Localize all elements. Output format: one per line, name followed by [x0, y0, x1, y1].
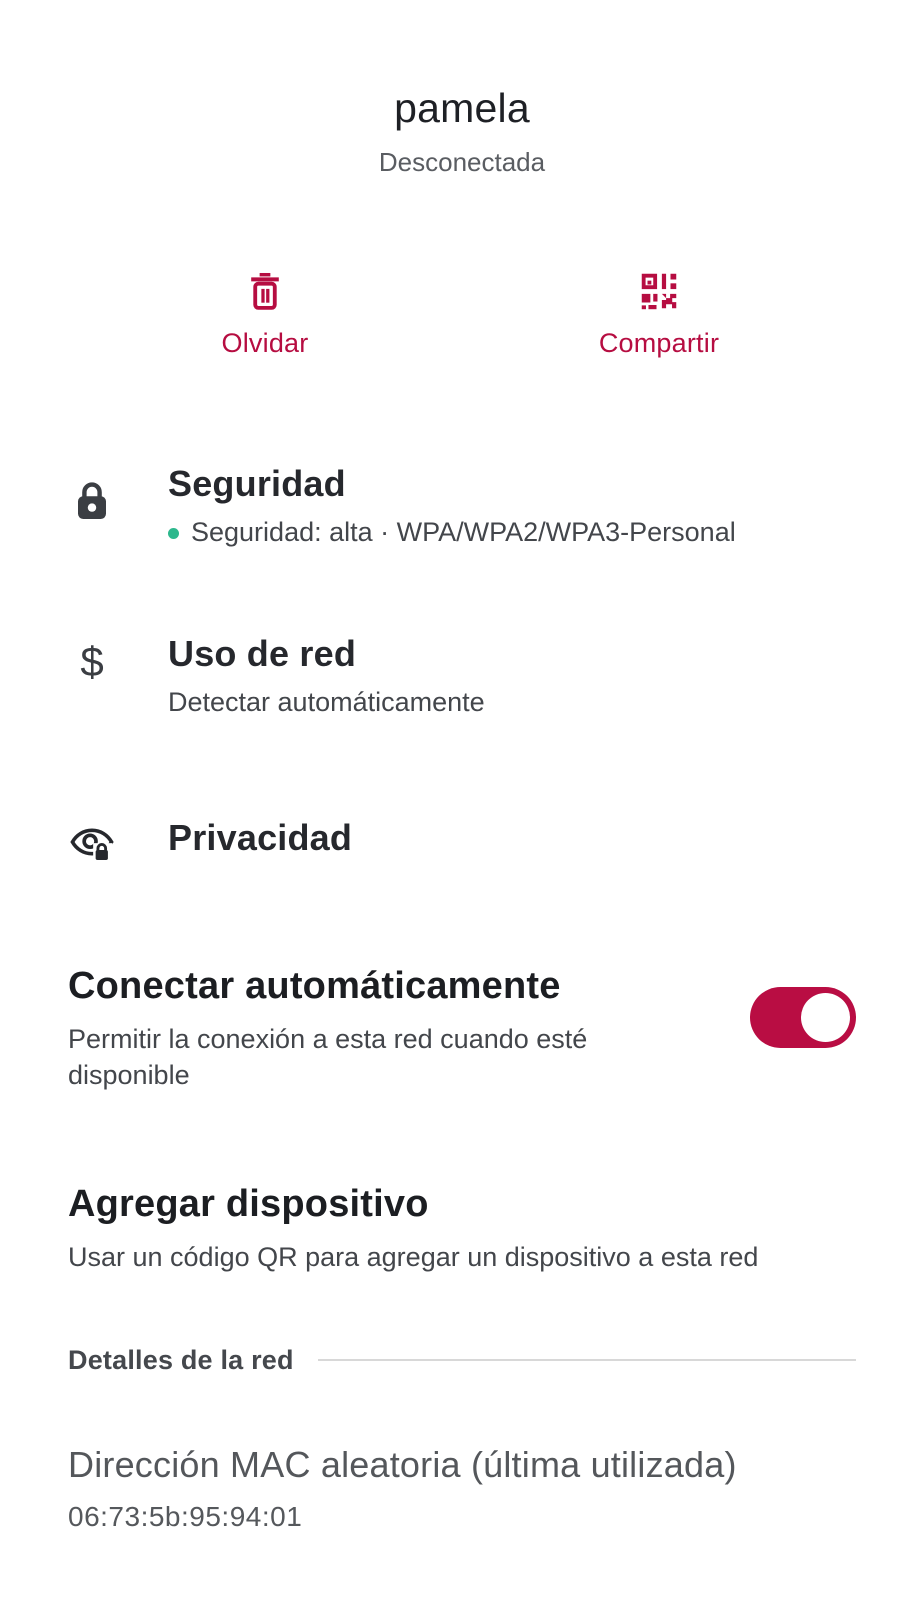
connection-status: Desconectada [378, 147, 546, 178]
eye-lock-icon [68, 819, 116, 865]
qr-code-icon [634, 266, 684, 316]
share-network-button[interactable] [462, 266, 856, 359]
add-device-row[interactable] [68, 1181, 856, 1275]
network-usage-title: Uso de red [168, 633, 357, 675]
share-button-label: Compartir [598, 328, 720, 359]
auto-connect-toggle[interactable] [750, 987, 856, 1048]
auto-connect-text [68, 963, 678, 1093]
lock-icon [68, 475, 116, 527]
security-row[interactable] [68, 461, 856, 551]
network-usage-text [168, 631, 485, 721]
section-divider [318, 1359, 856, 1361]
network-usage-subtitle: Detectar automáticamente [168, 687, 485, 718]
mac-address-title: Dirección MAC aleatoria (última utilizada) [68, 1443, 737, 1485]
network-usage-row[interactable] [68, 631, 856, 721]
auto-connect-row [68, 963, 856, 1093]
security-title: Seguridad [168, 463, 346, 505]
trash-icon [240, 266, 290, 316]
toggle-knob [801, 993, 850, 1042]
forget-button-label: Olvidar [221, 328, 309, 359]
privacy-text [168, 815, 352, 860]
action-buttons-row [68, 266, 856, 359]
privacy-title: Privacidad [168, 817, 353, 859]
network-name: pamela [394, 85, 530, 131]
security-status-dot-icon [168, 528, 179, 539]
network-details-section-header [68, 1345, 856, 1376]
security-subtitle [168, 515, 736, 551]
network-details-section-title: Detalles de la red [68, 1344, 294, 1375]
privacy-row[interactable] [68, 815, 856, 865]
auto-connect-title: Conectar automáticamente [68, 965, 561, 1008]
dollar-icon: $ [80, 638, 104, 686]
add-device-title: Agregar dispositivo [68, 1183, 429, 1226]
auto-connect-subtitle: Permitir la conexión a esta red cuando esté disponible [68, 1023, 588, 1090]
forget-network-button[interactable] [68, 266, 462, 359]
security-subtitle-text: Seguridad: alta · WPA/WPA2/WPA3-Personal [191, 517, 736, 548]
add-device-subtitle: Usar un código QR para agregar un dispositivo a esta red [68, 1241, 759, 1272]
network-header [68, 84, 856, 178]
security-text [168, 461, 736, 551]
mac-address-row [68, 1438, 856, 1533]
mac-address-value: 06:73:5b:95:94:01 [68, 1500, 303, 1532]
